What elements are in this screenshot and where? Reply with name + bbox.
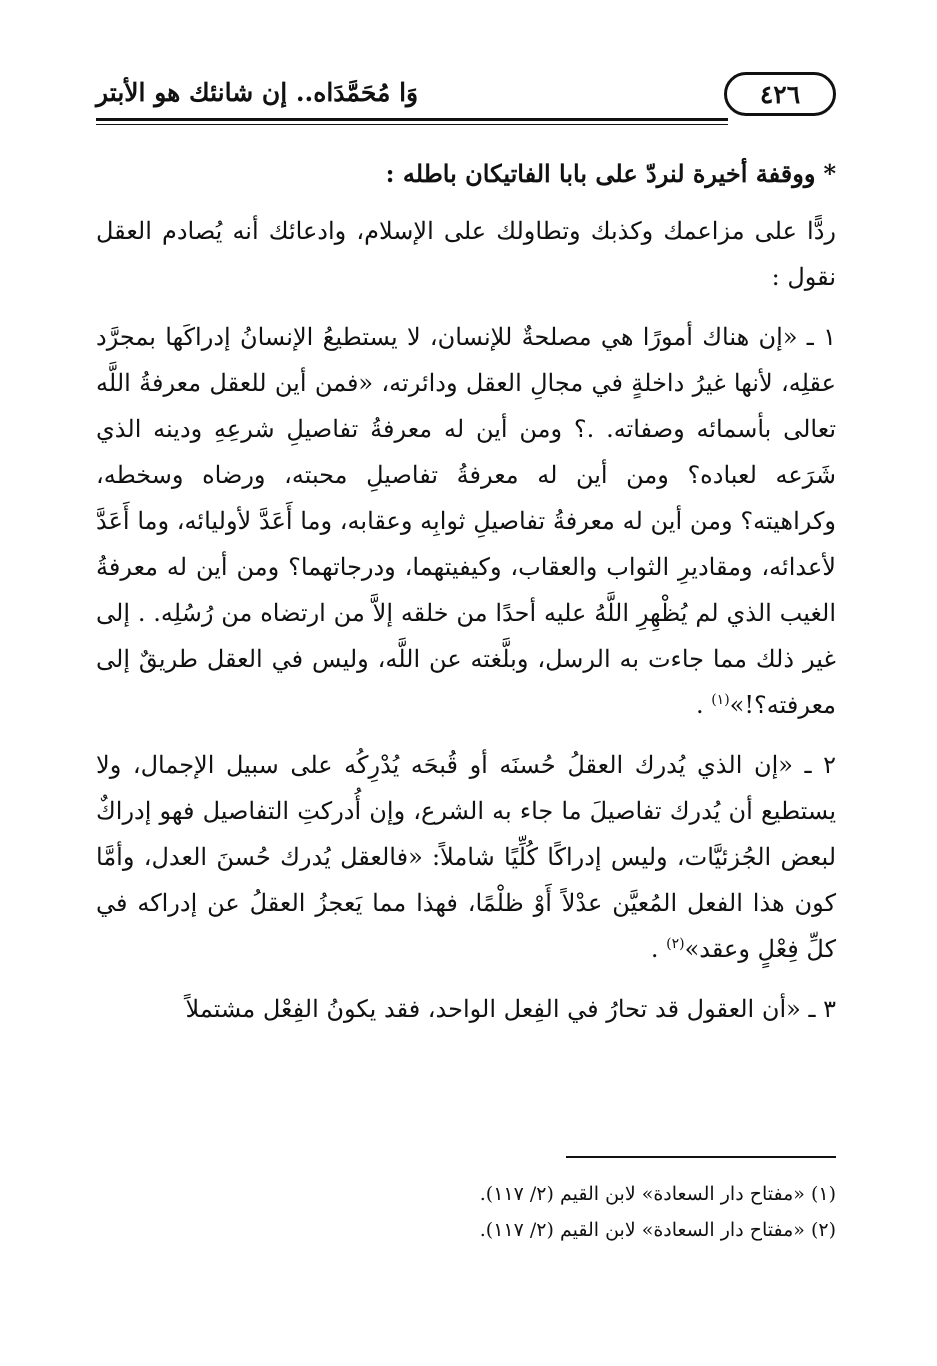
page-number: ٤٢٦ (724, 72, 836, 116)
point-1-paragraph (96, 314, 836, 728)
section-heading (96, 154, 836, 194)
book-page (96, 66, 836, 1326)
section-heading-text: ووقفة أخيرة لنردّ على بابا الفاتيكان باطله : (385, 159, 816, 188)
footnote-1: (١) «مفتاح دار السعادة» لابن القيم (٢/ ١١٧). (479, 1183, 836, 1205)
intro-paragraph: ردًّا على مزاعمك وكذبك وتطاولك على الإسلام، وادعائك أنه يُصادم العقل نقول : (96, 217, 836, 291)
footnotes (96, 1176, 836, 1248)
point-1-end: . (695, 691, 712, 719)
point-3-paragraph: ٣ ـ «أن العقول قد تحارُ في الفِعل الواحد، فقد يكونُ الفِعْل مشتملاً (185, 995, 836, 1023)
point-2-paragraph (96, 742, 836, 972)
running-title: وَا مُحَمَّدَاه.. إن شانئك هو الأبتر (96, 78, 419, 107)
page-header (96, 66, 836, 126)
footnote-ref-1: (١) (711, 692, 730, 708)
star-bullet-icon: * (823, 159, 836, 188)
header-rule (96, 118, 728, 121)
point-2-text: ٢ ـ «إن الذي يُدرك العقلُ حُسنَه أو قُبحَه يُدْرِكُه على سبيل الإجمال، ولا يستطيع أن يُدرك تفاصيلَ ما جاء به الشرع، وإن أُدركتِ التفاصيل فهو إدراكٌ لبعض الجُزئيَّات، وليس إدراكًا كُلِّيًا شاملاً: «فالعقل يُدرك حُسنَ العدل، وأمَّا كون هذا الفعل المُعيَّن عدْلاً أَوْ ظلْمًا، فهذا مما يَعجزُ العقلُ عن إدراكه في كلِّ فِعْلٍ وعقد» (96, 751, 837, 963)
footnote-2: (٢) «مفتاح دار السعادة» لابن القيم (٢/ ١١٧). (479, 1219, 836, 1241)
footnote-separator (566, 1156, 836, 1158)
footnote-ref-2: (٢) (666, 936, 685, 952)
point-2-end: . (650, 935, 667, 963)
header-rule-thin (96, 124, 728, 125)
point-1-text: ١ ـ «إن هناك أمورًا هي مصلحةٌ للإنسان، لا يستطيعُ الإنسانُ إدراكَها بمجرَّد عقلِه، لأنها غيرُ داخلةٍ في مجالِ العقل ودائرته، «فمن أين للعقل معرفةُ اللَّه تعالى بأسمائه وصفاته. .؟ ومن أين له معرفةُ تفاصيلِ شرعِهِ ودينه الذي شَرَعه لعباده؟ ومن أين له معرفةُ تفاصيلِ محبته، ورضاه وسخطه، وكراهيته؟ ومن أين له معرفةُ تفاصيلِ ثوابِه وعقابه، وما أَعَدَّ لأوليائه، وما أَعَدَّ لأعدائه، ومقاديرِ الثواب والعقاب، وكيفيتهما، ودرجاتهما؟ ومن أين له معرفةُ الغيب الذي لم يُظْهِرِ اللَّهُ عليه أحدًا من خلقه إلاَّ من ارتضاه من رُسُلِه. . إلى غير ذلك مما جاءت به الرسل، وبلَّغته عن اللَّه، وليس في العقل طريقٌ إلى معرفته؟!» (96, 323, 837, 719)
body-text (96, 154, 836, 1046)
